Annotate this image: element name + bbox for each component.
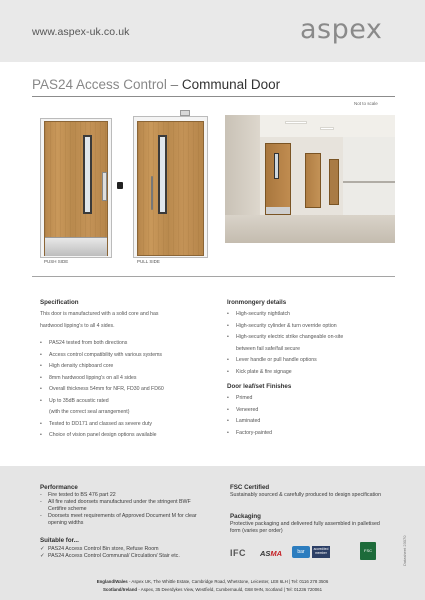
finishes-heading: Door leaf/set Finishes	[227, 383, 292, 390]
suitable-heading: Suitable for...	[40, 537, 79, 544]
ifc-logo: IFC	[230, 548, 246, 558]
list-item: • High-security nightlatch	[227, 311, 290, 317]
packaging-heading: Packaging	[230, 513, 261, 520]
intro-line-1: This door is manufactured with a solid core and has	[40, 311, 159, 317]
ironmongery-heading: Ironmongery details	[227, 299, 287, 306]
suitable-list	[40, 546, 215, 560]
bar-logo: bar	[292, 546, 310, 558]
title-divider	[32, 96, 395, 97]
performance-list	[40, 492, 210, 527]
website-url[interactable]: www.aspex-uk.co.uk	[32, 26, 130, 38]
list-item: - Fire tested to BS 476 part 22	[40, 492, 116, 498]
push-door-vision-panel	[83, 135, 92, 214]
list-item: • Up to 35dB acoustic rated	[40, 397, 109, 404]
list-item: ✓ PAS24 Access Control Communal/ Circulation/ Stair etc.	[40, 553, 180, 559]
list-item: • Kick plate & fire signage	[227, 368, 292, 375]
list-item: - All fire rated doorsets manufactured under the stringent BWF Certifire scheme	[40, 499, 191, 512]
list-item: • Access control compatibility with various systems	[40, 351, 163, 358]
aspex-logo: aspex	[300, 14, 383, 45]
fsc-text: Sustainably sourced & carefully produced to design specification	[230, 492, 382, 498]
list-item-continuation: (with the correct seal arrangement)	[49, 409, 130, 415]
list-item: • Veneered	[227, 406, 259, 413]
access-control-reader-icon	[117, 182, 123, 189]
list-item: • High-security cylinder & turn override option	[227, 322, 337, 329]
section-divider	[32, 276, 395, 277]
accredited-member-logo: accredited member	[312, 546, 330, 558]
scale-note: Not to scale	[354, 101, 378, 106]
list-item: ✓ PAS24 Access Control Bin store, Refuse Room	[40, 546, 159, 552]
finishes-list	[227, 393, 272, 439]
asma-logo: ASMA	[260, 549, 283, 558]
packaging-text: Protective packaging and delivered fully assembled in palletised form (varies per order)	[230, 521, 380, 534]
list-item: • Laminated	[227, 418, 261, 424]
push-door-push-plate	[102, 172, 107, 201]
fsc-heading: FSC Certified	[230, 484, 270, 491]
list-item: • PAS24 tested from both directions	[40, 340, 128, 346]
fsc-logo: FSC	[360, 542, 376, 560]
list-item: - Doorsets meet requirements of Approved Document M for clear opening widths	[40, 513, 197, 526]
list-item: • High-security electric strike changeable on-site	[227, 334, 344, 340]
address-scotland: Scotland/Ireland - Aspex, 35 Deerdykes View, Westfield, Cumbernauld, G68 9HN, Scotland | Tel: 01236 720061	[102, 587, 323, 592]
list-item: • Tested to DD171 and classed as severe duty	[40, 420, 152, 427]
specification-intro	[40, 309, 159, 332]
address-england: England/Wales - Aspex UK, The Whittle Estate, Cambridge Road, Whetstone, Leicester, LE8 6LH | Tel: 0116 278 3506	[96, 579, 329, 584]
list-item: • High density chipboard core	[40, 363, 114, 369]
push-door-drawing	[44, 121, 108, 256]
push-side-label: PUSH SIDE	[44, 259, 69, 264]
pull-door-drawing	[137, 121, 204, 256]
list-item: • Primed	[227, 395, 253, 401]
list-item: • Choice of vision panel design options available	[40, 432, 157, 438]
page-title	[32, 77, 280, 92]
corridor-photo	[225, 115, 395, 243]
pull-side-label: PULL SIDE	[137, 259, 160, 264]
specification-heading: Specification	[40, 299, 79, 306]
performance-heading: Performance	[40, 484, 78, 491]
list-item: • Lever handle or pull handle options	[227, 357, 317, 363]
pull-door-vision-panel	[158, 135, 167, 214]
list-item: • 8mm hardwood lipping's on all 4 sides	[40, 374, 137, 381]
title-sub: Communal Door	[181, 77, 281, 92]
title-dash: –	[166, 77, 182, 92]
datasheet-code: Datasheet 23070	[402, 535, 407, 566]
ironmongery-list	[227, 309, 343, 378]
list-item: • Factory-painted	[227, 429, 273, 436]
pull-door-handle	[151, 176, 153, 210]
title-main: PAS24 Access Control	[32, 77, 167, 92]
push-door-kick-plate	[45, 237, 107, 256]
header-band	[0, 0, 425, 62]
list-item: • Overall thickness 54mm for NFR, FD30 and FD60	[40, 386, 164, 392]
list-item-continuation: between fail safe/fail secure	[236, 345, 301, 352]
intro-line-2: hardwood lipping's to all 4 sides.	[40, 322, 115, 329]
specification-list	[40, 338, 164, 442]
